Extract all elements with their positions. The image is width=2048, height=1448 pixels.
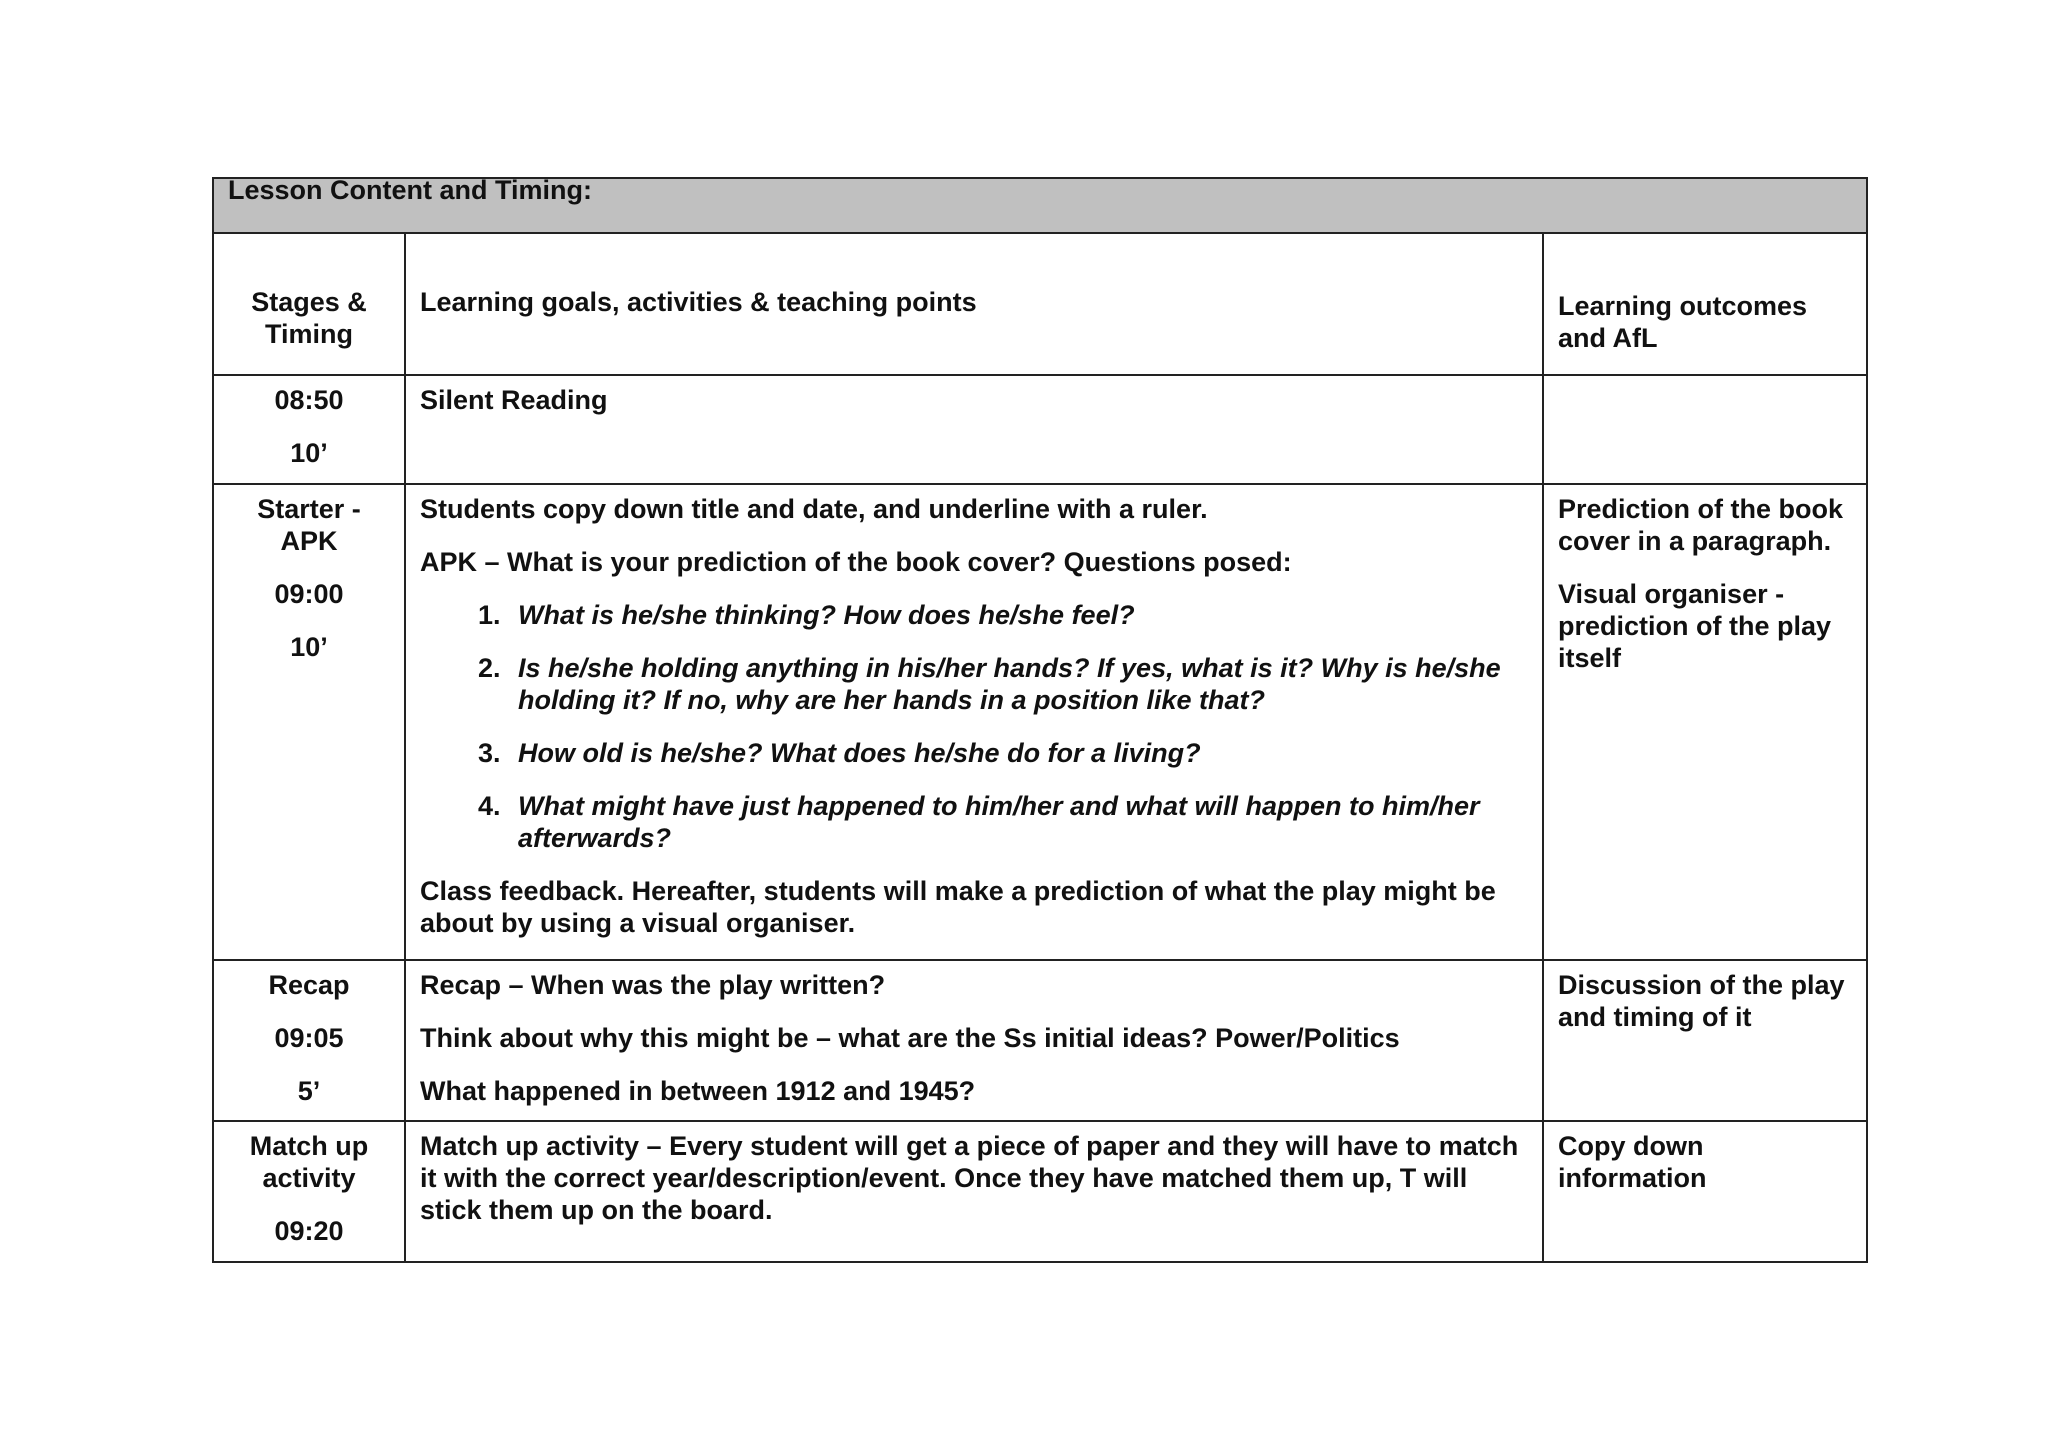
- stage-label: Match up: [249, 1131, 369, 1161]
- outcome-cell: [1543, 484, 1866, 960]
- activity-line: Think about why this might be – what are the Ss initial ideas? Power/Politics: [420, 1023, 1400, 1053]
- outcomes-header-line2: and AfL: [1558, 323, 1658, 353]
- stages-header-line2: Timing: [264, 319, 353, 349]
- stage-label: Starter -: [257, 494, 361, 524]
- stage-cell: [214, 484, 405, 960]
- stage-time: 09:00: [274, 579, 344, 609]
- activity-intro: Students copy down title and date, and underline with a ruler.: [420, 494, 1208, 524]
- activity-cell: [405, 1121, 1543, 1261]
- activity-text: Match up activity – Every student will get a piece of paper and they will have to match it with the correct year/description/event. Once they have matched them up, T will stick them up on the board.: [420, 1131, 1519, 1225]
- section-header: [214, 175, 1866, 234]
- activity-prompt: APK – What is your prediction of the book cover? Questions posed:: [420, 547, 1292, 577]
- stages-header: [214, 234, 405, 375]
- main-header: Learning goals, activities & teaching points: [405, 234, 1543, 375]
- table-header-row: [214, 234, 1866, 375]
- outcome-cell: [1543, 960, 1866, 1121]
- stage-duration: 10’: [290, 632, 328, 662]
- stage-cell: [214, 375, 405, 484]
- outcome-cell: [1543, 375, 1866, 484]
- outcome-text: Visual organiser - prediction of the play itself: [1558, 579, 1832, 673]
- stage-cell: [214, 960, 405, 1121]
- activity-cell: [405, 375, 1543, 484]
- stage-label: Recap: [268, 970, 350, 1000]
- outcomes-header: [1543, 234, 1866, 375]
- stage-duration: 5’: [297, 1076, 321, 1106]
- lesson-plan-table: [212, 177, 1868, 1263]
- list-item: 3. How old is he/she? What does he/she do for a living?: [508, 737, 1528, 769]
- list-item: 4. What might have just happened to him/her and what will happen to him/her afterwards?: [508, 790, 1528, 854]
- table-row: [214, 484, 1866, 960]
- outcomes-header-line1: Learning outcomes: [1558, 291, 1808, 321]
- table-row: [214, 375, 1866, 484]
- table-row: [214, 1121, 1866, 1261]
- outcome-text: Prediction of the book cover in a paragraph.: [1558, 494, 1844, 556]
- outcome-text: Copy down information: [1558, 1131, 1707, 1193]
- activity-cell: [405, 960, 1543, 1121]
- stage-cell: [214, 1121, 405, 1261]
- question-list: [420, 599, 1528, 854]
- stages-header-line1: Stages &: [251, 287, 367, 317]
- stage-label: APK: [280, 526, 338, 556]
- stage-time: 08:50: [274, 385, 344, 415]
- outcome-text: Discussion of the play and timing of it: [1558, 970, 1845, 1032]
- stage-label: activity: [262, 1163, 356, 1193]
- activity-closing: Class feedback. Hereafter, students will make a prediction of what the play might be about by using a visual organiser.: [420, 876, 1496, 938]
- list-item: 1. What is he/she thinking? How does he/she feel?: [508, 599, 1528, 631]
- stage-duration: 10’: [290, 438, 328, 468]
- stage-time: 09:05: [274, 1023, 344, 1053]
- outcome-cell: [1543, 1121, 1866, 1261]
- table-row: [214, 960, 1866, 1121]
- activity-title: Silent Reading: [420, 385, 608, 415]
- activity-cell: [405, 484, 1543, 960]
- activity-line: Recap – When was the play written?: [420, 970, 886, 1000]
- stage-time: 09:20: [274, 1216, 344, 1246]
- lesson-table: [214, 234, 1866, 1261]
- section-title: Lesson Content and Timing:: [228, 175, 592, 205]
- activity-line: What happened in between 1912 and 1945?: [420, 1076, 976, 1106]
- list-item: 2. Is he/she holding anything in his/her hands? If yes, what is it? Why is he/she holding it? If no, why are her hands in a position like that?: [508, 652, 1528, 716]
